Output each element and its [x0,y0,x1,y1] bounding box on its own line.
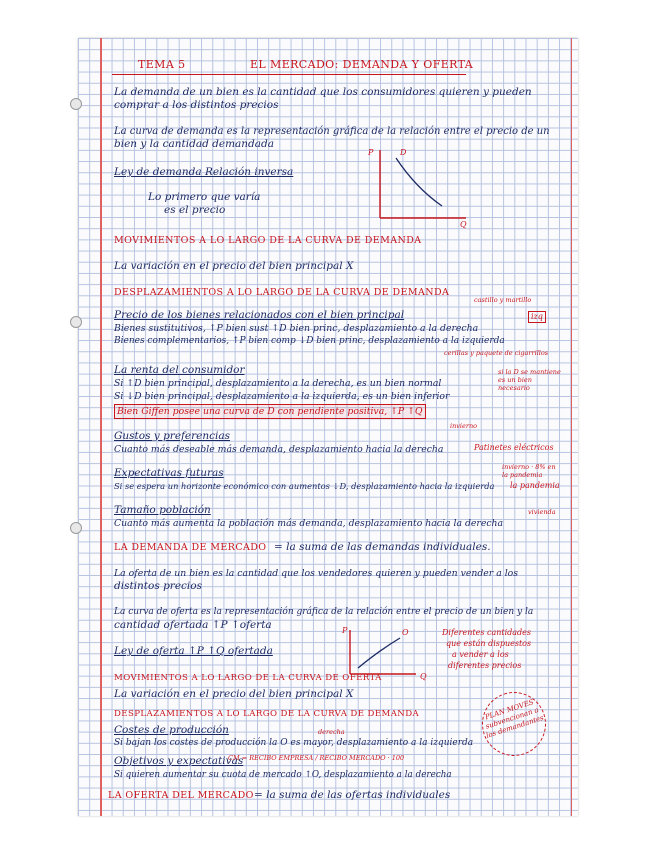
market-demand-definition: = la suma de las demandas individuales. [274,541,491,553]
market-supply-definition: = la suma de las ofertas individuales [254,789,451,801]
demand-graph-d-label: D [400,148,407,157]
income-normal-text: Si ↑D bien principal, desplazamiento a la derecha, es un bien normal [114,378,442,389]
demand-curve-graph [374,148,474,228]
note-vivienda: vivienda [528,508,556,516]
note-izq: izq [528,311,546,323]
note-invierno: invierno [450,422,478,430]
demand-movements-text: La variación en el precio del bien principal X [114,260,354,272]
supply-graph-o-label: O [402,628,409,637]
note-cerillas: cerillas y paquete de cigarrillos [444,349,549,357]
supply-movements-heading: MOVIMIENTOS A LO LARGO DE LA CURVA DE OFERTA [114,673,382,683]
demand-definition-line1: La demanda de un bien es la cantidad que los consumidores quieren y pueden [114,86,532,98]
demand-graph-q-label: Q [460,220,467,229]
supply-note-line2: que están dispuestos [446,639,532,648]
demand-movements-heading: MOVIMIENTOS A LO LARGO DE LA CURVA DE DEMANDA [114,235,422,246]
objectives-title: Objetivos y expectativas [114,755,244,767]
binder-hole [70,98,82,110]
margin-line [100,38,102,816]
supply-graph-p-label: P [342,626,348,635]
plan-moves-stamp: PLAN MOVES subvencionan a los demandantes [474,684,555,765]
supply-movements-text: La variación en el precio del bien principal X [114,688,354,700]
demand-shifts-heading: DESPLAZAMIENTOS A LO LARGO DE LA CURVA DE DEMANDA [114,287,450,298]
supply-note-line4: diferentes precios [448,661,522,670]
population-text: Cuanto más aumenta la población más demanda, desplazamiento hacia la derecha [114,518,504,529]
market-demand-heading: LA DEMANDA DE MERCADO [114,542,267,553]
supply-curve-line1: La curva de oferta es la representación gráfica de la relación entre el precio de un bien y la [114,607,534,617]
demand-law: Ley de demanda Relación inversa [114,166,294,178]
demand-curve-line2: bien y la cantidad demandada [114,138,275,150]
demand-definition-line2: comprar a los distintos precios [114,99,279,111]
first-varies-line1: Lo primero que varía [148,191,261,203]
expectations-title: Expectativas futuras [114,467,224,479]
note-derecha: derecha [318,728,345,736]
supply-definition-line1: La oferta de un bien es la cantidad que los vendedores quieren y pueden vender a los [114,568,519,579]
income-title: La renta del consumidor [114,364,245,376]
supply-note-line1: Diferentes cantidades [442,628,532,637]
note-castillo: castillo y martillo [474,296,532,304]
market-share-formula: CM = RECIBO EMPRESA / RECIBO MERCADO · 100 [228,754,405,762]
page-title: EL MERCADO: DEMANDA Y OFERTA [250,58,474,71]
complementary-goods-text: Bienes complementarios, ↑P bien comp ↓D bien princ, desplazamiento a la izquierda [114,336,505,346]
note-necessary-good: si la D se mantiene es un bien necesario [498,368,561,392]
binder-hole [70,316,82,328]
tastes-text: Cuanto más deseable más demanda, desplazamiento hacia la derecha [114,444,444,455]
supply-law: Ley de oferta ↑P ↑Q ofertada [114,645,273,657]
income-inferior-text: Si ↓D bien principal, desplazamiento a la izquierda, es un bien inferior [114,391,450,402]
demand-curve-line1: La curva de demanda es la representación gráfica de la relación entre el precio de un [114,126,550,137]
objectives-text: Si quieren aumentar su cuota de mercado ↑O, desplazamiento a la derecha [114,770,452,780]
supply-definition-line2: distintos precios [114,580,202,592]
binder-hole [70,522,82,534]
supply-note-line3: a vender a los [452,650,509,659]
right-margin-line [571,38,573,816]
market-supply-heading: LA OFERTA DEL MERCADO [108,790,254,801]
substitute-goods-text: Bienes sustitutivos, ↑P bien sust ↑D bien princ, desplazamiento a la derecha [114,323,479,334]
demand-graph-p-label: P [368,148,374,157]
topic-number: TEMA 5 [138,58,186,71]
supply-curve-line2: cantidad ofertada ↑P ↑oferta [114,619,272,631]
expectations-text: Si se espera un horizonte económico con aumentos ↓D, desplazamiento hacia la izquierda [114,481,495,491]
production-costs-title: Costes de producción [114,724,229,736]
expectations-example: la pandemia [510,481,560,490]
population-title: Tamaño población [114,504,211,516]
giffen-good-highlight: Bien Giffen posee una curva de D con pendiente positiva, ↑P ↑Q [114,404,426,419]
supply-graph-q-label: Q [420,672,427,681]
related-goods-title: Precio de los bienes relacionados con el bien principal [114,309,405,321]
notebook-page [78,38,578,816]
note-expectations: invierno · 8% en la pandemia [502,463,556,479]
supply-shifts-heading: DESPLAZAMIENTOS A LO LARGO DE LA CURVA DE DEMANDA [114,709,420,719]
tastes-title: Gustos y preferencias [114,430,231,442]
first-varies-line2: es el precio [164,204,226,216]
production-costs-text: Si bajan los costes de producción la O es mayor, desplazamiento a la izquierda [114,738,474,748]
tastes-example: Patinetes eléctricos [474,443,554,452]
